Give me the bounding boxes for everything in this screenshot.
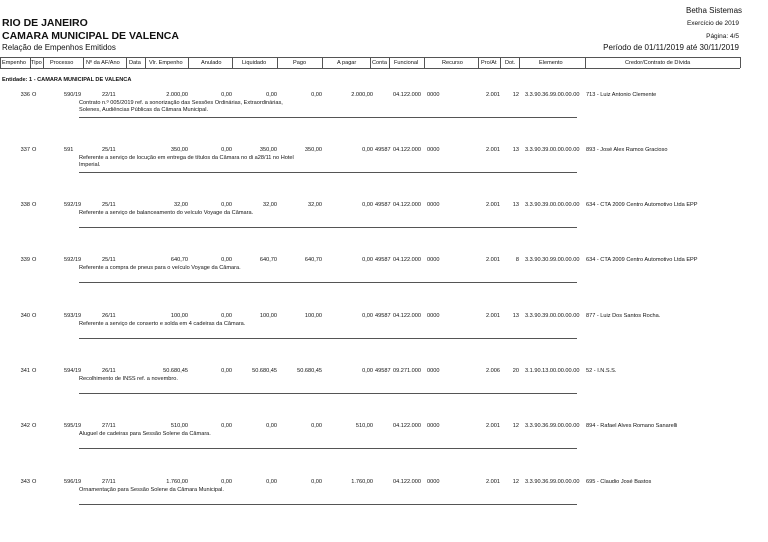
cell-credor: 695 - Claudio José Bastos bbox=[586, 479, 652, 485]
cell-funcional: 04.122.000 bbox=[393, 257, 421, 263]
cell-conta: 49587 bbox=[375, 257, 391, 263]
cell-dot: 13 bbox=[512, 147, 519, 153]
cell-conta: 49587 bbox=[375, 368, 391, 374]
org-title: CAMARA MUNICIPAL DE VALENCA bbox=[2, 30, 179, 42]
cell-empenho: 337 bbox=[20, 147, 30, 153]
cell-conta: 49587 bbox=[375, 313, 391, 319]
cell-anulado: 0,00 bbox=[221, 368, 232, 374]
cell-anulado: 0,00 bbox=[221, 479, 232, 485]
cell-funcional: 04.122.000 bbox=[393, 479, 421, 485]
cell-dot: 12 bbox=[512, 92, 519, 98]
cell-elemento: 3.3.90.36.99.00.00.00 bbox=[525, 479, 580, 485]
cell-descricao: Referente a compra de pneus para o veículo Voyage da Câmara. bbox=[79, 265, 241, 271]
cell-dot: 20 bbox=[512, 368, 519, 374]
cell-descricao: Ornamentação para Sessão Solene da Câmara Municipal. bbox=[79, 487, 224, 493]
cell-a-pagar: 1.760,00 bbox=[351, 479, 373, 485]
cell-funcional: 04.122.000 bbox=[393, 92, 421, 98]
row-separator bbox=[79, 448, 577, 449]
col-empenho: Empenho bbox=[2, 60, 26, 66]
cell-recurso: 0000 bbox=[427, 368, 440, 374]
page-number: Página: 4/5 bbox=[706, 33, 739, 40]
cell-funcional: 04.122.000 bbox=[393, 147, 421, 153]
entity-label: Entidade: 1 - CAMARA MUNICIPAL DE VALENCA bbox=[2, 77, 132, 83]
cell-pro-at: 2.001 bbox=[486, 92, 500, 98]
cell-liquidado: 50.680,45 bbox=[252, 368, 277, 374]
cell-pago: 0,00 bbox=[311, 423, 322, 429]
cell-a-pagar: 0,00 bbox=[362, 313, 373, 319]
cell-credor: 52 - I.N.S.S. bbox=[586, 368, 617, 374]
cell-data: 26/11 bbox=[102, 313, 116, 319]
col-tipo: Tipo bbox=[31, 60, 42, 66]
cell-pro-at: 2.001 bbox=[486, 479, 500, 485]
row-separator bbox=[79, 117, 577, 118]
col-credor: Credor/Contrato de Dívida bbox=[625, 60, 691, 66]
col-data: Data bbox=[129, 60, 141, 66]
cell-a-pagar: 0,00 bbox=[362, 257, 373, 263]
cell-recurso: 0000 bbox=[427, 92, 440, 98]
cell-empenho: 342 bbox=[20, 423, 30, 429]
cell-pago: 0,00 bbox=[311, 479, 322, 485]
col-anulado: Anulado bbox=[201, 60, 222, 66]
cell-dot: 8 bbox=[515, 257, 519, 263]
cell-vlr-empenho: 2.000,00 bbox=[166, 92, 188, 98]
cell-credor: 877 - Luiz Dos Santos Rocha. bbox=[586, 313, 661, 319]
cell-vlr-empenho: 640,70 bbox=[170, 257, 188, 263]
cell-data: 25/11 bbox=[102, 257, 116, 263]
cell-credor: 894 - Rafael Alves Romano Sanarelli bbox=[586, 423, 678, 429]
cell-tipo: O bbox=[32, 257, 37, 263]
col-processo: Processo bbox=[50, 60, 74, 66]
col-vlr-empenho: Vlr. Empenho bbox=[149, 60, 183, 66]
cell-liquidado: 0,00 bbox=[266, 479, 277, 485]
cell-vlr-empenho: 350,00 bbox=[170, 147, 188, 153]
cell-empenho: 340 bbox=[20, 313, 30, 319]
cell-pro-at: 2.001 bbox=[486, 257, 500, 263]
row-separator bbox=[79, 504, 577, 505]
report-period: Período de 01/11/2019 até 30/11/2019 bbox=[603, 43, 739, 52]
cell-dot: 12 bbox=[512, 479, 519, 485]
cell-elemento: 3.3.90.39.00.00.00.00 bbox=[525, 147, 580, 153]
cell-vlr-empenho: 1.760,00 bbox=[166, 479, 188, 485]
cell-descricao: Referente a serviço de locução em entrega de títulos da Câmara no di a28/11 no Hotel Imperial. bbox=[79, 155, 294, 169]
col-liquidado: Liquidado bbox=[242, 60, 267, 66]
cell-conta: 49587 bbox=[375, 202, 391, 208]
cell-descricao: Contrato n.º 005/2019 ref. a sonorização das Sessões Ordinárias, Extraordinárias, Solenes, Audiências Públicas da Câmara Municipal. bbox=[79, 100, 283, 114]
col-a-pagar: A pagar bbox=[337, 60, 357, 66]
cell-anulado: 0,00 bbox=[221, 147, 232, 153]
cell-tipo: O bbox=[32, 147, 37, 153]
cell-pago: 0,00 bbox=[311, 92, 322, 98]
col-dot: Dot. bbox=[505, 60, 516, 66]
cell-liquidado: 350,00 bbox=[259, 147, 277, 153]
cell-elemento: 3.1.90.13.00.00.00.00 bbox=[525, 368, 580, 374]
cell-credor: 893 - José Alex Ramos Gracioso bbox=[586, 147, 668, 153]
cell-processo: 591 bbox=[64, 147, 74, 153]
cell-recurso: 0000 bbox=[427, 202, 440, 208]
cell-data: 25/11 bbox=[102, 202, 116, 208]
cell-vlr-empenho: 32,00 bbox=[174, 202, 188, 208]
cell-recurso: 0000 bbox=[427, 257, 440, 263]
cell-funcional: 04.122.000 bbox=[393, 313, 421, 319]
cell-elemento: 3.3.90.39.00.00.00.00 bbox=[525, 202, 580, 208]
cell-dot: 13 bbox=[512, 202, 519, 208]
cell-dot: 12 bbox=[512, 423, 519, 429]
cell-tipo: O bbox=[32, 313, 37, 319]
cell-processo: 595/19 bbox=[64, 423, 82, 429]
cell-a-pagar: 2.000,00 bbox=[351, 92, 373, 98]
report-title: Relação de Empenhos Emitidos bbox=[2, 43, 116, 52]
cell-credor: 634 - CTA 2009 Centro Automotivo Ltda EPP bbox=[586, 257, 698, 263]
company-name: Betha Sistemas bbox=[686, 6, 743, 15]
cell-processo: 593/19 bbox=[64, 313, 82, 319]
cell-elemento: 3.3.90.30.99.00.00.00 bbox=[525, 257, 580, 263]
cell-processo: 590/19 bbox=[64, 92, 82, 98]
cell-anulado: 0,00 bbox=[221, 202, 232, 208]
cell-pago: 640,70 bbox=[304, 257, 322, 263]
city-title: RIO DE JANEIRO bbox=[2, 17, 88, 29]
cell-data: 22/11 bbox=[102, 92, 116, 98]
cell-data: 26/11 bbox=[102, 368, 116, 374]
cell-tipo: O bbox=[32, 423, 37, 429]
row-separator bbox=[79, 227, 577, 228]
cell-processo: 592/19 bbox=[64, 202, 82, 208]
col-conta: Conta bbox=[372, 60, 387, 66]
cell-processo: 596/19 bbox=[64, 479, 82, 485]
col-af: Nº da AF/Ano bbox=[86, 60, 120, 66]
cell-elemento: 3.3.90.36.99.00.00.00 bbox=[525, 92, 580, 98]
row-separator bbox=[79, 172, 577, 173]
cell-anulado: 0,00 bbox=[221, 313, 232, 319]
cell-funcional: 09.271.000 bbox=[393, 368, 421, 374]
row-separator bbox=[79, 338, 577, 339]
cell-liquidado: 0,00 bbox=[266, 92, 277, 98]
cell-descricao: Recolhimento de INSS ref. a novembro. bbox=[79, 376, 178, 382]
cell-pro-at: 2.001 bbox=[486, 423, 500, 429]
cell-anulado: 0,00 bbox=[221, 92, 232, 98]
cell-a-pagar: 0,00 bbox=[362, 202, 373, 208]
cell-empenho: 336 bbox=[20, 92, 30, 98]
cell-pago: 50.680,45 bbox=[297, 368, 322, 374]
cell-descricao: Referente a serviço de conserto e solda em 4 cadeiras da Câmara. bbox=[79, 321, 246, 327]
cell-empenho: 343 bbox=[20, 479, 30, 485]
cell-liquidado: 0,00 bbox=[266, 423, 277, 429]
cell-data: 27/11 bbox=[102, 423, 116, 429]
cell-dot: 13 bbox=[512, 313, 519, 319]
cell-pro-at: 2.001 bbox=[486, 202, 500, 208]
cell-recurso: 0000 bbox=[427, 479, 440, 485]
cell-funcional: 04.122.000 bbox=[393, 423, 421, 429]
cell-data: 25/11 bbox=[102, 147, 116, 153]
cell-data: 27/11 bbox=[102, 479, 116, 485]
cell-liquidado: 100,00 bbox=[259, 313, 277, 319]
row-separator bbox=[79, 282, 577, 283]
cell-elemento: 3.3.90.36.99.00.00.00 bbox=[525, 423, 580, 429]
cell-conta: 49587 bbox=[375, 147, 391, 153]
cell-vlr-empenho: 50.680,45 bbox=[163, 368, 188, 374]
cell-anulado: 0,00 bbox=[221, 257, 232, 263]
col-pago: Pago bbox=[293, 60, 307, 66]
cell-empenho: 338 bbox=[20, 202, 30, 208]
cell-processo: 594/19 bbox=[64, 368, 82, 374]
cell-vlr-empenho: 510,00 bbox=[170, 423, 188, 429]
cell-processo: 592/19 bbox=[64, 257, 82, 263]
cell-recurso: 0000 bbox=[427, 313, 440, 319]
cell-empenho: 341 bbox=[20, 368, 30, 374]
cell-recurso: 0000 bbox=[427, 423, 440, 429]
cell-a-pagar: 510,00 bbox=[355, 423, 373, 429]
cell-credor: 713 - Luiz Antonio Clemente bbox=[586, 92, 657, 98]
cell-anulado: 0,00 bbox=[221, 423, 232, 429]
cell-pro-at: 2.001 bbox=[486, 313, 500, 319]
col-funcional: Funcional bbox=[394, 60, 419, 66]
cell-elemento: 3.3.90.39.00.00.00.00 bbox=[525, 313, 580, 319]
cell-empenho: 339 bbox=[20, 257, 30, 263]
cell-pago: 32,00 bbox=[308, 202, 322, 208]
cell-descricao: Referente a serviço de balanceamento do veículo Voyage da Câmara. bbox=[79, 210, 254, 216]
cell-funcional: 04.122.000 bbox=[393, 202, 421, 208]
cell-pago: 350,00 bbox=[304, 147, 322, 153]
cell-tipo: O bbox=[32, 92, 37, 98]
cell-pro-at: 2.001 bbox=[486, 147, 500, 153]
cell-tipo: O bbox=[32, 479, 37, 485]
cell-tipo: O bbox=[32, 368, 37, 374]
cell-pro-at: 2.006 bbox=[486, 368, 500, 374]
row-separator bbox=[79, 393, 577, 394]
col-elemento: Elemento bbox=[539, 60, 563, 66]
cell-liquidado: 32,00 bbox=[263, 202, 277, 208]
cell-a-pagar: 0,00 bbox=[362, 368, 373, 374]
exercise-label: Exercício de 2019 bbox=[686, 20, 739, 27]
cell-recurso: 0000 bbox=[427, 147, 440, 153]
cell-credor: 634 - CTA 2009 Centro Automotivo Ltda EPP bbox=[586, 202, 698, 208]
cell-liquidado: 640,70 bbox=[259, 257, 277, 263]
cell-pago: 100,00 bbox=[304, 313, 322, 319]
cell-vlr-empenho: 100,00 bbox=[170, 313, 188, 319]
cell-a-pagar: 0,00 bbox=[362, 147, 373, 153]
cell-descricao: Aluguel de cadeiras para Sessão Solene da Câmara. bbox=[79, 431, 211, 437]
col-recurso: Recurso bbox=[442, 60, 463, 66]
cell-tipo: O bbox=[32, 202, 37, 208]
col-pro-at: Pro/At bbox=[481, 60, 497, 66]
